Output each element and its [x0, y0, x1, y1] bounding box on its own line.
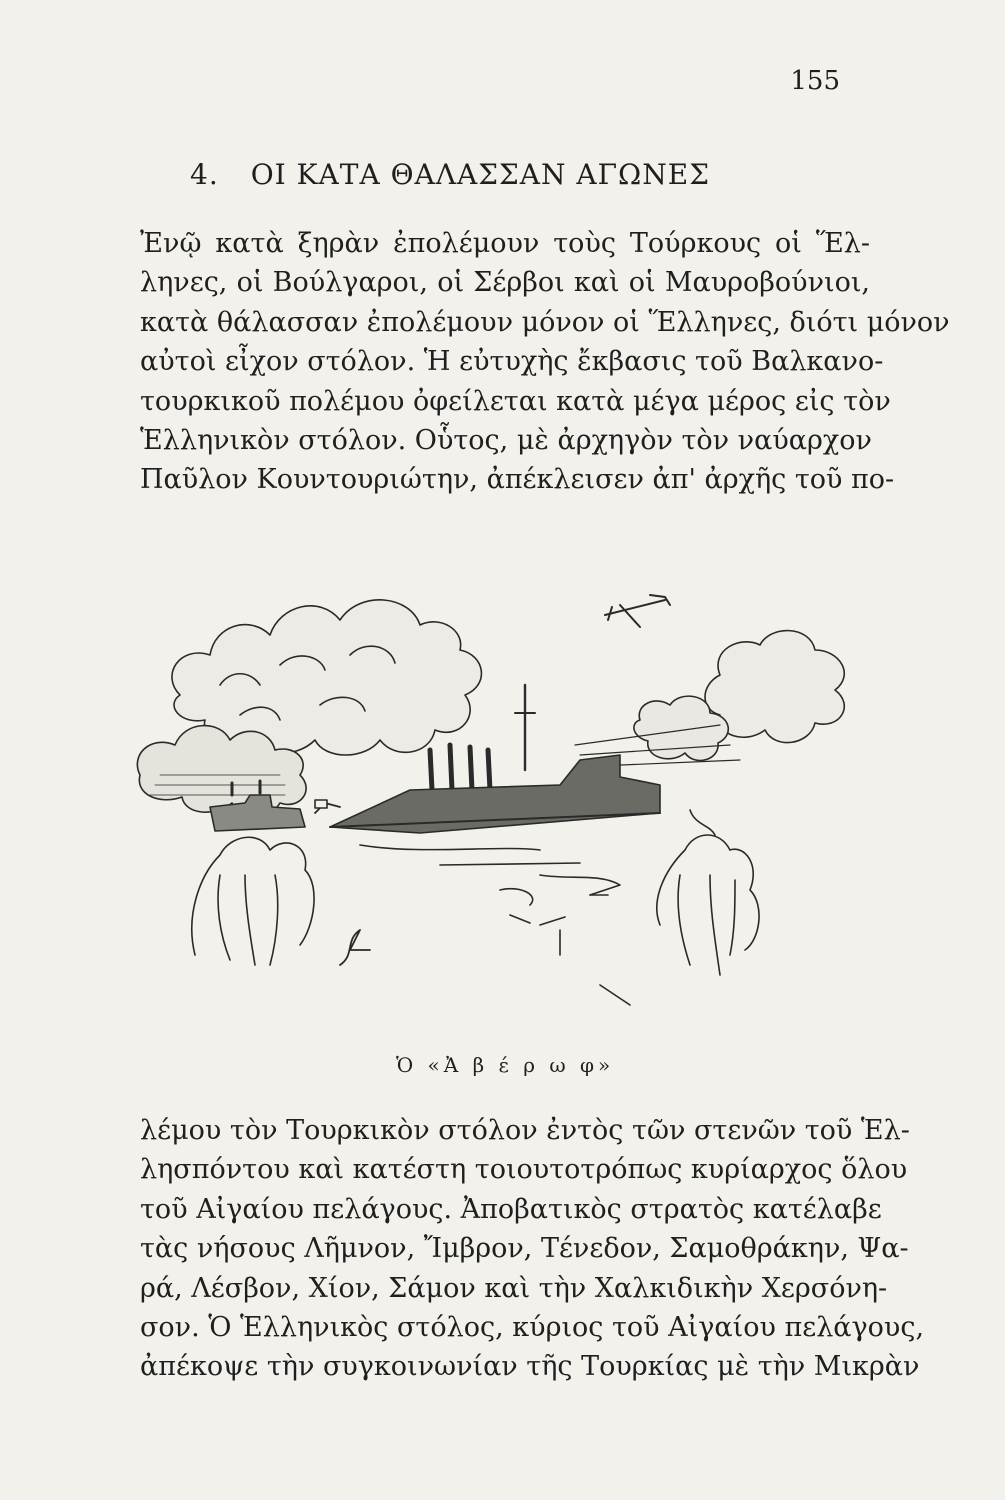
text-line: λέμου τὸν Τουρκικὸν στόλον ἐντὸς τῶν στενῶν τοῦ Ἑλ-	[140, 1115, 910, 1146]
text-line: κατὰ θάλασσαν ἐπολέμουν μόνον οἱ Ἕλληνες, διότι μόνον	[140, 306, 950, 338]
text-line: τουρκικοῦ πολέμου ὀφείλεται κατὰ μέγα μέρος εἰς τὸν	[140, 385, 891, 417]
text-line: τὰς νήσους Λῆμνον, Ἴμβρον, Τένεδον, Σαμοθράκην, Ψα-	[140, 1233, 909, 1265]
text-line: ληνες, οἱ Βούλγαροι, οἱ Σέρβοι καὶ οἱ Μαυροβούνιοι,	[140, 267, 870, 299]
text-line: ρά, Λέσβον, Χίον, Σάμον καὶ τὴν Χαλκιδικὴν Χερσόνη-	[140, 1272, 888, 1304]
battleship-illustration	[120, 545, 880, 1045]
airplane-icon	[605, 595, 670, 627]
chapter-number: 4.	[190, 158, 219, 191]
illustration-caption: Ὁ «Ἀ β έ ρ ω φ»	[396, 1053, 615, 1077]
text-line: ἀπέκοψε τὴν συγκοινωνίαν τῆς Τουρκίας μὲ τὴν Μικρὰν	[140, 1351, 920, 1383]
smoke-cloud-right	[575, 631, 844, 767]
text-line: Ἐνῷ κατὰ ξηρὰν ἐπολέμουν τοὺς Τούρκους οἱ Ἕλ-	[140, 228, 870, 259]
chapter-title: ΟΙ ΚΑΤΑ ΘΑΛΑΣΣΑΝ ΑΓΩΝΕΣ	[250, 158, 711, 191]
chapter-heading	[190, 158, 790, 191]
water-splash-right	[657, 810, 759, 975]
water-splash-left	[192, 837, 314, 965]
text-line: τοῦ Αἰγαίου πελάγους. Ἀποβατικὸς στρατὸς κατέλαβε	[140, 1193, 882, 1225]
text-line: λησπόντου καὶ κατέστη τοιουτοτρόπως κυρίαρχος ὅλου	[140, 1154, 908, 1186]
text-line: αὐτοὶ εἶχον στόλον. Ἡ εὐτυχὴς ἔκβασις τοῦ Βαλκανο-	[140, 346, 884, 378]
text-line: σον. Ὁ Ἑλληνικὸς στόλος, κύριος τοῦ Αἰγαίου πελάγους,	[140, 1311, 925, 1343]
text-line: Παῦλον Κουντουριώτην, ἀπέκλεισεν ἀπ' ἀρχῆς τοῦ πο-	[140, 464, 895, 496]
page-number: 155	[790, 66, 840, 96]
text-line: Ἑλληνικὸν στόλον. Οὗτος, μὲ ἀρχηγὸν τὸν ναύαρχον	[140, 424, 872, 456]
paragraph-2	[140, 1111, 925, 1387]
sea-waves	[340, 845, 630, 1005]
paragraph-1	[140, 224, 950, 500]
